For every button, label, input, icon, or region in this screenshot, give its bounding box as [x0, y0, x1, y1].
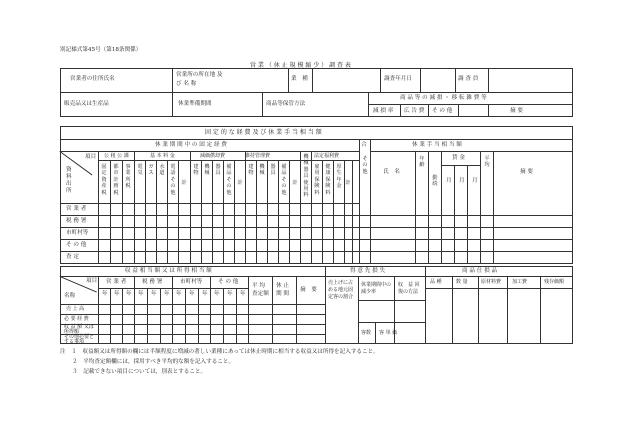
allowance-month: 月 — [446, 178, 452, 184]
year-label: 年 — [114, 291, 120, 297]
income-name-label: 名称 — [64, 293, 76, 299]
row-label: 税 務 署 — [66, 218, 87, 224]
year-label: 年 — [126, 291, 132, 297]
allowance-average-label: 平均 — [484, 156, 490, 169]
year-label: 年 — [189, 291, 195, 297]
total-header: 合 — [361, 142, 367, 148]
product-col: 品 種 — [430, 279, 442, 285]
income-row-label: 収 益 額 又は所得額 — [64, 324, 94, 335]
income-col: そ の 他 — [218, 279, 239, 285]
sub-col: 電話その他 — [170, 164, 176, 196]
income-row-label: その他必要とする事項 — [64, 334, 95, 345]
year-label: 年 — [214, 291, 220, 297]
year-label: 年 — [240, 291, 246, 297]
storage-method-label: 商品等保管方法 — [266, 101, 306, 107]
income-title: 収 益 相 当 額 又 は 所 得 相 当 額 — [125, 268, 212, 274]
allowance-tenure-label: 勤続 — [432, 175, 438, 188]
year-label: 年 — [138, 291, 144, 297]
note-2: ２ 平均査定額欄には，採用すべき平均的な額を記入すること。 — [72, 359, 235, 365]
year-label: 年 — [151, 291, 157, 297]
depreciation-header: 商 品 等 の 減 損 ・ 移 転 雑 費 等 — [400, 95, 487, 101]
sub-col: 計 — [345, 180, 351, 186]
income-row-label: 売 上 高 — [66, 306, 85, 312]
allowance-header: 休 業 手 当 相 当 額 — [412, 142, 462, 148]
year-label: 年 — [227, 291, 233, 297]
year-label: 年 — [202, 291, 208, 297]
recovery-method-label: 収 益 回復の方法 — [398, 282, 420, 295]
allowance-age-label: 年齢 — [419, 156, 425, 169]
allowance-month: 月 — [472, 178, 478, 184]
sub-col: 機械器具使用料 — [303, 154, 309, 199]
product-col: 原材料費 — [481, 279, 502, 285]
page-title: 営 業 （ 休 止 規 模 縮 少 ） 調 査 表 — [250, 62, 351, 69]
sub-col: 機械 — [259, 164, 265, 177]
location-name-label: 営業所の所在地 及 び 名 称 — [176, 72, 223, 87]
fixed-header: 休 業 期 間 中 の 固 定 経 費 — [155, 142, 227, 148]
sub-col: 器具 — [215, 164, 221, 177]
sub-col: 固定資産税 — [101, 164, 107, 196]
sub-col: 水道 — [159, 164, 165, 177]
income-col: 営 業 者 — [106, 279, 127, 285]
sub-col: 都市計画税 — [113, 164, 119, 196]
income-row-label: 必 要 経 費 — [64, 316, 89, 322]
local-customer-ratio-label: 売上げに占める地元固定客の割合 — [328, 280, 354, 300]
allowance-remarks-label: 摘 要 — [520, 169, 533, 175]
surveyor-label: 調 査 員 — [458, 76, 479, 82]
sub-col: ガス — [148, 164, 154, 177]
year-label: 年 — [102, 291, 108, 297]
closure-period-label: 休 止 期 間 — [276, 283, 289, 297]
income-item-label: 項目 — [86, 278, 98, 284]
sub-col: その他 — [362, 156, 368, 175]
product-col: 数 量 — [456, 279, 468, 285]
note-3: ３ 記載できない項目については，別表とすること。 — [72, 369, 207, 375]
row-label: 市町村等 — [66, 230, 89, 236]
item-label: 項目 — [85, 154, 97, 160]
sub-col: 電気 — [137, 164, 143, 177]
row-label: 査 定 — [66, 254, 79, 260]
sub-col: 器具 — [270, 164, 276, 177]
year-label: 年 — [176, 291, 182, 297]
income-remarks-label: 摘 要 — [300, 287, 317, 293]
owner-address-name-label: 営業者の住所氏名 — [70, 76, 115, 82]
preparation-period-label: 休業準備期間 — [178, 101, 212, 107]
year-label: 年 — [164, 291, 170, 297]
sub-col: 計 — [292, 180, 298, 186]
products-label: 販売品又は生産品 — [64, 101, 109, 107]
group-header: 基 本 料 金 — [150, 153, 175, 159]
allowance-wage-label: 賃 金 — [452, 155, 465, 161]
group-header: 減価償却費 — [200, 153, 226, 159]
sub-col: 計 — [237, 180, 243, 186]
income-col: 税 務 署 — [142, 279, 163, 285]
sub-col: 備品その他 — [281, 164, 287, 196]
product-loss-title: 商 品 仕 損 品 — [462, 268, 498, 274]
group-header: 公 租 公 課 — [104, 153, 129, 159]
row-label: 営 業 者 — [66, 206, 87, 212]
survey-date-label: 調査年月日 — [384, 76, 412, 82]
sub-col: 計 — [181, 180, 187, 186]
customer-loss-title: 得 意 先 損 失 — [350, 268, 386, 274]
depreciation-col: 広 告 費 — [404, 108, 425, 114]
allowance-month: 月 — [459, 178, 465, 184]
allowance-name-label: 氏 名 — [383, 169, 400, 175]
form-number: 別記様式第45号（第18条関係） — [60, 47, 142, 53]
depreciation-col: 摘 要 — [510, 108, 523, 114]
customer-count-label: 客数 — [361, 330, 372, 336]
sub-col: 事業所税 — [125, 164, 131, 190]
source-label: 資料出所 — [66, 167, 72, 194]
unit-price-label: 客 単 価 — [379, 330, 398, 336]
avg-assessment-label: 平 均 査定額 — [252, 283, 269, 297]
product-col: 加工費 — [512, 279, 528, 285]
sub-col: 機械 — [204, 164, 210, 177]
group-header: 法定福利費 — [314, 153, 340, 159]
row-label: そ の 他 — [66, 242, 87, 248]
sub-col: 健康保険料 — [325, 164, 331, 196]
sub-col: 雇用保険料 — [314, 164, 320, 196]
note-1: 注 １ 収益額又は所得額の欄には半額程度に増減の著しい業種にあっては休止時期に相当する収益又は所得を記入すること。 — [60, 349, 379, 355]
income-table — [60, 266, 573, 344]
sub-col: 備品その他 — [226, 164, 232, 196]
sub-col: 厚生年金 — [336, 164, 342, 190]
sub-col: 建物 — [193, 164, 199, 177]
depreciation-col: 減 損 率 — [373, 108, 394, 114]
business-type-label: 業 種 — [291, 76, 308, 82]
decrease-rate-label: 休業期間中の減少率 — [361, 282, 392, 295]
depreciation-col: そ の 他 — [432, 108, 453, 114]
product-col: 残存価額 — [544, 279, 565, 285]
fixed-costs-title: 固 定 的 な 経 費 及 び 休 業 手 当 相 当 額 — [205, 129, 322, 136]
income-col: 市町村等 — [180, 279, 203, 285]
group-header: 維持管理費 — [245, 153, 271, 159]
sub-col: 建物 — [248, 164, 254, 177]
